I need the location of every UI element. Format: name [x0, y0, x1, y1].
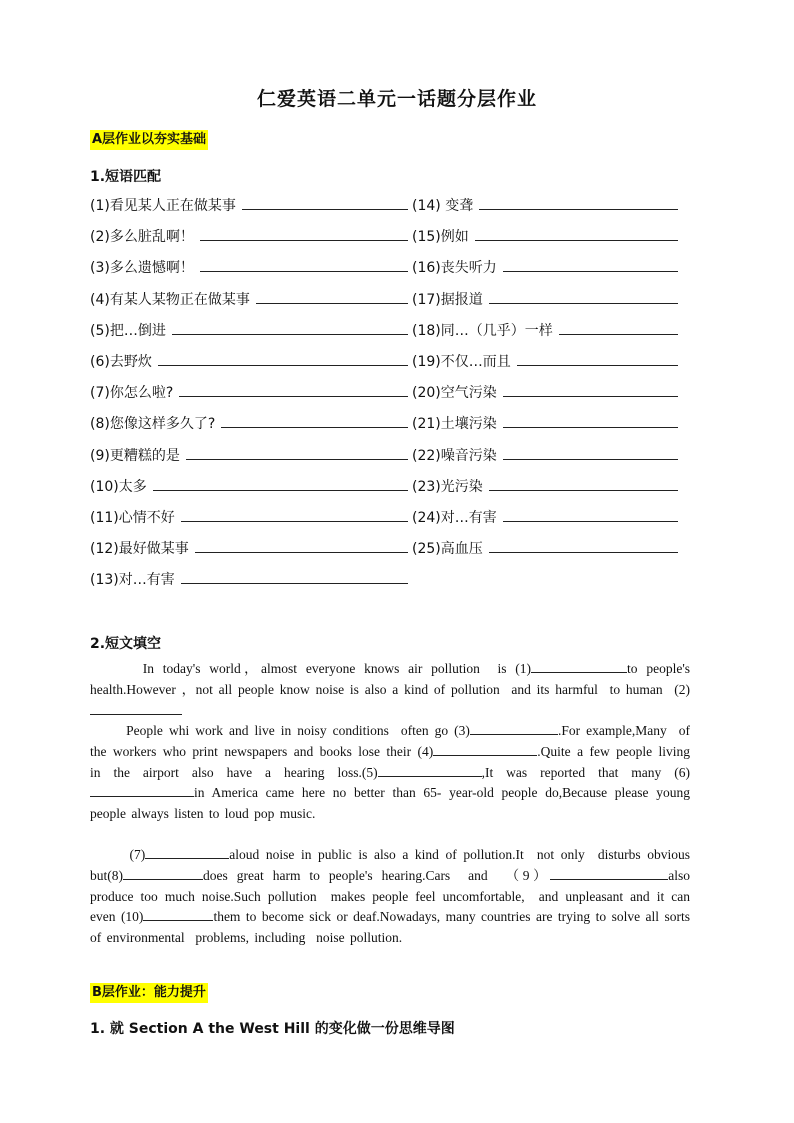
phrase-row — [90, 445, 408, 476]
answer-blank[interactable] — [256, 289, 408, 304]
phrase-row — [412, 507, 678, 538]
phrase-row — [90, 413, 408, 444]
phrase-label: (23)光污染 — [412, 478, 483, 495]
answer-blank[interactable] — [517, 351, 678, 366]
answer-blank[interactable] — [153, 476, 408, 491]
phrase-row — [90, 382, 408, 413]
phrase-row — [412, 413, 678, 444]
phrase-label: (24)对…有害 — [412, 509, 497, 526]
phrase-label: (19)不仅…而且 — [412, 353, 511, 370]
cloze-text: ,It was reported that many (6) — [481, 764, 690, 780]
answer-blank[interactable] — [200, 226, 408, 241]
phrase-label: (20)空气污染 — [412, 385, 497, 402]
phrase-label: (9)更糟糕的是 — [90, 447, 180, 464]
phrase-row — [412, 195, 678, 226]
answer-blank[interactable] — [503, 413, 678, 428]
answer-blank[interactable] — [475, 226, 678, 241]
phrase-row — [412, 538, 678, 569]
answer-blank[interactable] — [503, 507, 678, 522]
cloze-text: them to become sick or deaf.Nowadays, many countries are trying to solve all sorts of environmental problems, including noise pollution. — [90, 909, 696, 946]
cloze-text: also produce too much noise.Such pollution makes people feel uncomfortable, and unpleasant and it can even (10) — [90, 867, 696, 925]
phrase-row — [90, 476, 408, 507]
answer-blank[interactable] — [489, 476, 678, 491]
cloze-paragraph-1 — [90, 659, 696, 721]
phrase-row — [90, 226, 408, 257]
blank-10[interactable] — [143, 907, 213, 921]
phrase-row — [90, 351, 408, 382]
phrase-label: (12)最好做某事 — [90, 541, 189, 558]
answer-blank[interactable] — [195, 538, 408, 553]
answer-blank[interactable] — [503, 257, 678, 272]
answer-blank[interactable] — [181, 569, 408, 584]
phrase-label: (10)太多 — [90, 478, 147, 495]
phrase-label: (3)多么遗憾啊！ — [90, 260, 194, 277]
section-a-label: A层作业以夯实基础 — [90, 130, 208, 150]
answer-blank[interactable] — [172, 320, 408, 335]
blank-6[interactable] — [90, 783, 194, 797]
phrase-row — [412, 289, 678, 320]
section-b-label: B层作业：能力提升 — [90, 983, 208, 1003]
blank-4[interactable] — [433, 742, 537, 756]
phrase-row — [412, 445, 678, 476]
phrase-label: (14) 变聋 — [412, 198, 474, 214]
blank-5[interactable] — [378, 763, 482, 777]
cloze-paragraph-3 — [90, 845, 696, 949]
answer-blank[interactable] — [179, 382, 408, 397]
blank-9[interactable] — [550, 866, 668, 880]
phrase-label: (22)噪音污染 — [412, 447, 497, 464]
phrase-row — [412, 382, 678, 413]
phrase-label: (2)多么脏乱啊！ — [90, 229, 194, 246]
answer-blank[interactable] — [559, 320, 678, 335]
cloze-text: in America came here no better than 65- year-old people do,Because please young people always listen to loud pop music. — [90, 785, 696, 822]
phrase-label: (18)同…（几乎）一样 — [412, 322, 553, 339]
cloze-text: .For example,Many of the workers who print newspapers and books lose their (4) — [90, 723, 696, 759]
phrase-label: (5)把…倒进 — [90, 322, 166, 339]
answer-blank[interactable] — [200, 257, 408, 272]
answer-blank[interactable] — [181, 507, 408, 522]
phrase-label: (7)你怎么啦? — [90, 385, 174, 402]
phrase-matching-heading: 1.短语匹配 — [90, 169, 162, 185]
page-title: 仁爱英语二单元一话题分层作业 — [256, 88, 537, 110]
answer-blank[interactable] — [489, 289, 678, 304]
answer-blank[interactable] — [503, 445, 678, 460]
answer-blank[interactable] — [221, 413, 408, 428]
answer-blank[interactable] — [503, 382, 678, 397]
phrase-label: (17)据报道 — [412, 291, 483, 308]
phrase-label: (4)有某人某物正在做某事 — [90, 291, 250, 308]
phrase-label: (13)对…有害 — [90, 572, 175, 589]
cloze-text: In today's world，almost everyone knows air pollution is (1) — [90, 661, 532, 676]
answer-blank[interactable] — [479, 195, 678, 210]
cloze-text: People whi work and live in noisy conditions often go (3) — [90, 723, 470, 738]
blank-2[interactable] — [90, 701, 182, 715]
answer-blank[interactable] — [186, 445, 408, 460]
cloze-text: to people's health.However ，not all people know noise is also a kind of pollution and its harmful to human (2) — [90, 661, 696, 697]
phrase-row — [412, 320, 678, 351]
cloze-heading: 2.短文填空 — [90, 636, 162, 652]
phrase-label: (1)看见某人正在做某事 — [90, 198, 236, 214]
phrase-row — [412, 351, 678, 382]
phrase-label: (16)丧失听力 — [412, 260, 497, 277]
answer-blank[interactable] — [489, 538, 678, 553]
cloze-paragraph-2 — [90, 721, 701, 825]
phrase-row — [412, 476, 678, 507]
phrase-row — [90, 320, 408, 351]
blank-1[interactable] — [531, 659, 627, 673]
phrase-row — [90, 507, 408, 538]
cloze-text: .Quite a few people living in the airport also have a hearing loss.(5) — [90, 743, 701, 780]
blank-7[interactable] — [145, 845, 229, 859]
blank-3[interactable] — [470, 721, 558, 735]
phrase-label: (8)您像这样多久了? — [90, 416, 216, 433]
mind-map-task: 1. 就 Section A the West Hill 的变化做一份思维导图 — [90, 1021, 455, 1037]
answer-blank[interactable] — [242, 195, 408, 210]
phrase-row — [412, 257, 678, 288]
phrase-row — [90, 195, 408, 226]
answer-blank[interactable] — [158, 351, 408, 366]
phrase-row — [90, 569, 408, 600]
cloze-text: does great harm to people's hearing.Cars and （9） — [203, 867, 551, 883]
phrase-column-right — [412, 195, 678, 569]
phrase-row — [90, 538, 408, 569]
phrase-label: (15)例如 — [412, 229, 469, 246]
blank-8[interactable] — [123, 866, 203, 880]
cloze-text: aloud noise in public is also a kind of pollution.It not only disturbs obvious but(8) — [90, 847, 696, 883]
phrase-label: (25)高血压 — [412, 541, 483, 558]
phrase-label: (11)心情不好 — [90, 509, 175, 526]
phrase-row — [90, 289, 408, 320]
phrase-label: (21)土壤污染 — [412, 416, 497, 433]
cloze-text: (7) — [90, 847, 146, 862]
phrase-label: (6)去野炊 — [90, 353, 152, 370]
phrase-row — [412, 226, 678, 257]
phrase-row — [90, 257, 408, 288]
phrase-column-left — [90, 195, 408, 600]
